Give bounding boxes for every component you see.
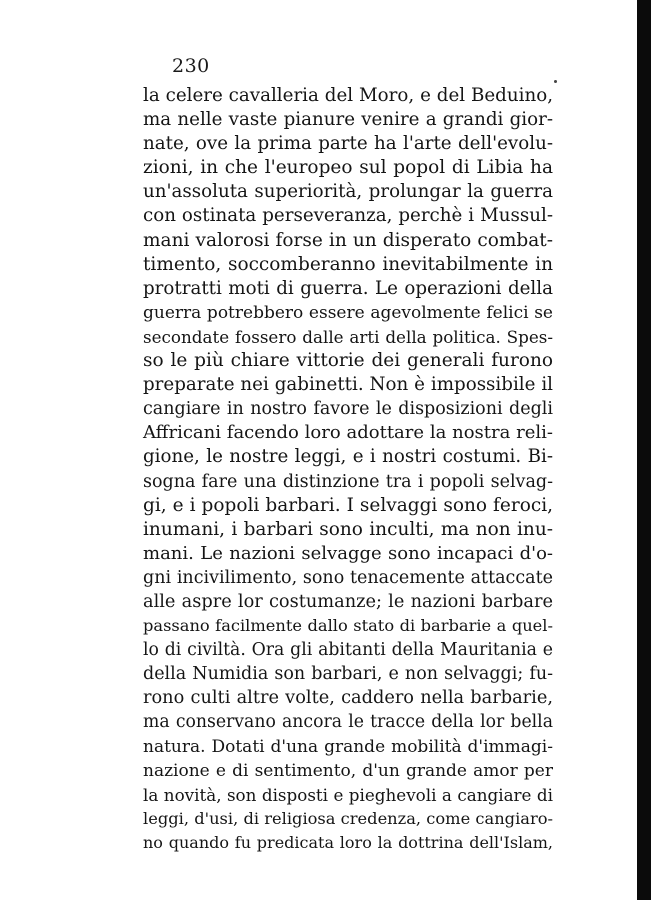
text-line: leggi, d'usi, di religiosa credenza, come cangiaro- [143, 808, 553, 828]
text-line: gi, e i popoli barbari. I selvaggi sono feroci, [143, 494, 553, 516]
text-line: della Numidia son barbari, e non selvaggi; fu- [143, 664, 553, 685]
text-line: natura. Dotati d'una grande mobilità d'immagi- [143, 736, 553, 757]
text-line: ma conservano ancora le tracce della lor bella [143, 712, 553, 733]
text-line: protratti moti di guerra. Le operazioni della [143, 277, 553, 299]
text-line: timento, soccomberanno inevitabilmente in [143, 253, 553, 275]
text-line: no quando fu predicata loro la dottrina dell'Islam, [143, 832, 553, 852]
text-line: inumani, i barbari sono inculti, ma non inu- [143, 518, 553, 540]
text-line: la novità, son disposti e pieghevoli a cangiare di [143, 784, 553, 805]
text-line: so le più chiare vittorie dei generali furono [143, 350, 553, 372]
text-line: nazione e di sentimento, d'un grande amor per [143, 760, 553, 781]
text-line: sogna fare una distinzione tra i popoli selvag- [143, 471, 553, 492]
page-number: 230 [172, 55, 210, 77]
text-line: alle aspre lor costumanze; le nazioni barbare [143, 591, 553, 612]
text-line: la celere cavalleria del Moro, e del Beduino, [143, 85, 553, 106]
text-line: con ostinata perseveranza, perchè i Mussul- [143, 205, 553, 227]
body-text [143, 84, 553, 855]
text-line: lo di civiltà. Ora gli abitanti della Mauritania e [143, 640, 553, 661]
text-line: secondate fossero dalle arti della politica. Spes- [143, 326, 553, 347]
ink-speck [554, 80, 557, 83]
scan-edge [637, 0, 651, 900]
text-line: gni incivilimento, sono tenacemente attaccate [143, 567, 553, 588]
text-line: mani valorosi forse in un disperato combat- [143, 229, 553, 251]
text-line: gione, le nostre leggi, e i nostri costumi. Bi- [143, 446, 553, 468]
text-line: mani. Le nazioni selvagge sono incapaci d'o- [143, 542, 553, 564]
text-line: cangiare in nostro favore le disposizioni degli [143, 399, 553, 420]
text-line: rono culti altre volte, caddero nella barbarie, [143, 688, 553, 709]
text-line: Affricani facendo loro adottare la nostra reli- [143, 422, 553, 444]
text-line: ma nelle vaste pianure venire a grandi gior- [143, 109, 553, 131]
text-line: zioni, in che l'europeo sul popol di Libia ha [143, 157, 553, 179]
text-line: nate, ove la prima parte ha l'arte dell'evolu- [143, 133, 553, 155]
text-line: guerra potrebbero essere agevolmente felici se [143, 302, 553, 323]
text-line: preparate nei gabinetti. Non è impossibile il [143, 374, 553, 396]
text-line: un'assoluta superiorità, prolungar la guerra [143, 181, 553, 203]
text-line: passano facilmente dallo stato di barbarie a quel- [143, 616, 553, 636]
